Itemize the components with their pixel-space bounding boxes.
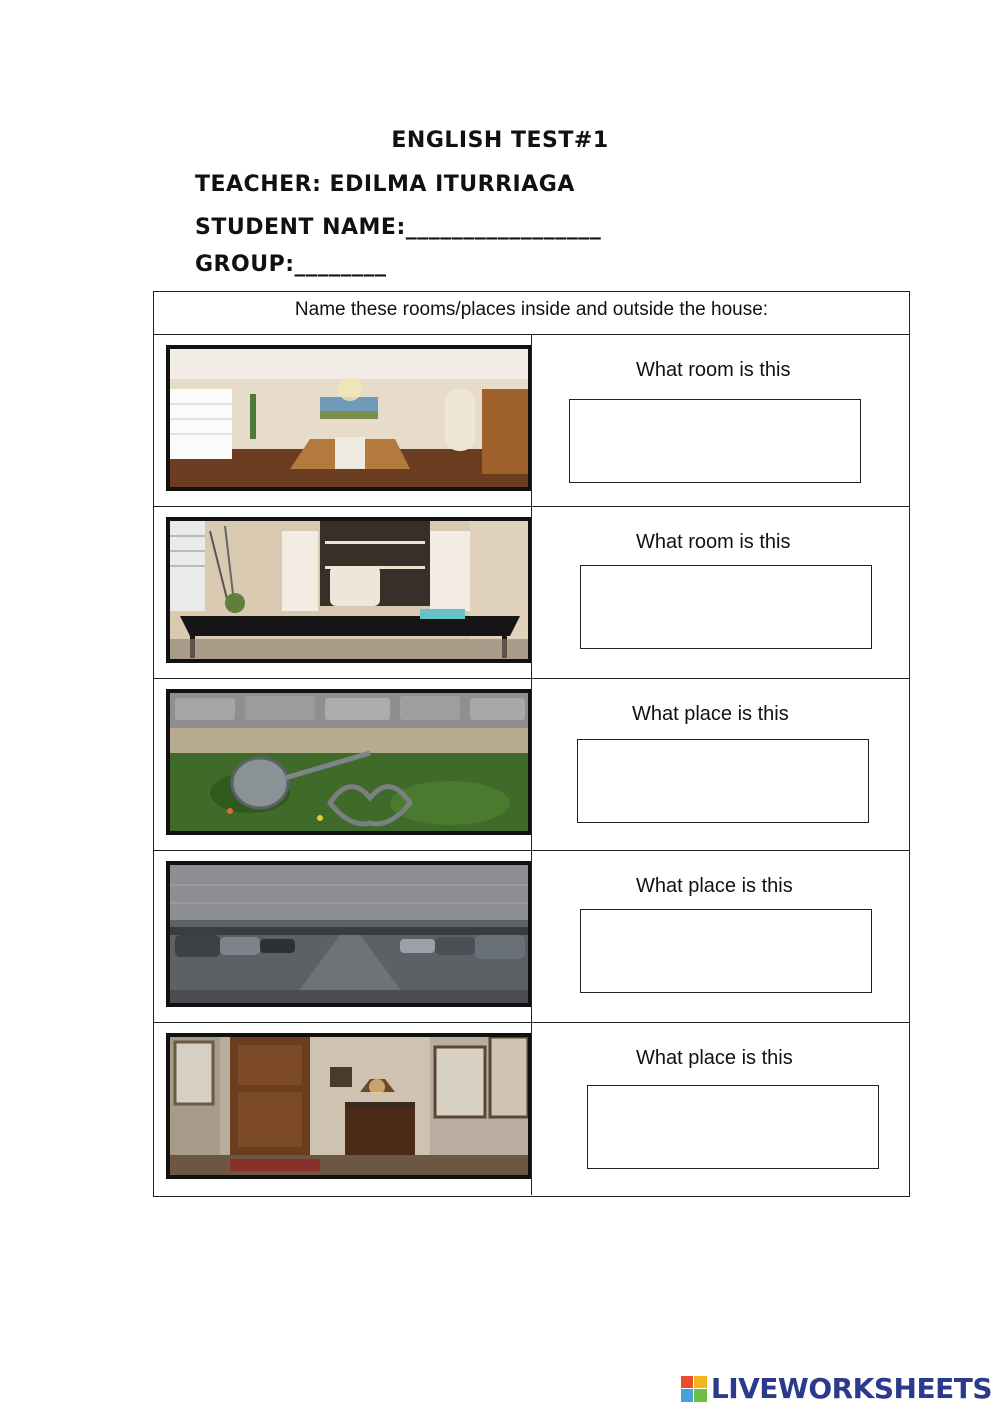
liveworksheets-logo (681, 1372, 992, 1405)
column-divider (531, 679, 532, 850)
instruction-text: Name these rooms/places inside and outside the house: (154, 292, 909, 335)
answer-box-1[interactable] (569, 399, 861, 483)
hallway-photo (166, 1033, 532, 1179)
column-divider (531, 507, 532, 678)
question-row (154, 679, 909, 851)
garden-photo (166, 689, 532, 835)
worksheet-table (153, 291, 910, 1197)
question-label: What place is this (636, 1047, 793, 1069)
column-divider (531, 335, 532, 506)
page-title: ENGLISH TEST#1 (391, 128, 609, 153)
office-photo (166, 517, 532, 663)
question-row (154, 851, 909, 1023)
question-row (154, 1023, 909, 1195)
answer-box-5[interactable] (587, 1085, 879, 1169)
garage-photo (166, 861, 532, 1007)
question-label: What room is this (636, 531, 791, 553)
column-divider (531, 851, 532, 1022)
question-row (154, 507, 909, 679)
question-label: What place is this (636, 875, 793, 897)
question-label: What room is this (636, 359, 791, 381)
column-divider (531, 1023, 532, 1195)
answer-box-3[interactable] (577, 739, 869, 823)
brand-grid-icon (681, 1376, 707, 1402)
answer-box-4[interactable] (580, 909, 872, 993)
brand-name: LIVEWORKSHEETS (710, 1372, 992, 1405)
dining-room-photo (166, 345, 532, 491)
teacher-line: TEACHER: EDILMA ITURRIAGA (195, 172, 575, 197)
student-name-line: STUDENT NAME:_________________ (195, 215, 602, 240)
question-label: What place is this (632, 703, 789, 725)
group-line: GROUP:________ (195, 252, 387, 277)
answer-box-2[interactable] (580, 565, 872, 649)
question-row (154, 335, 909, 507)
